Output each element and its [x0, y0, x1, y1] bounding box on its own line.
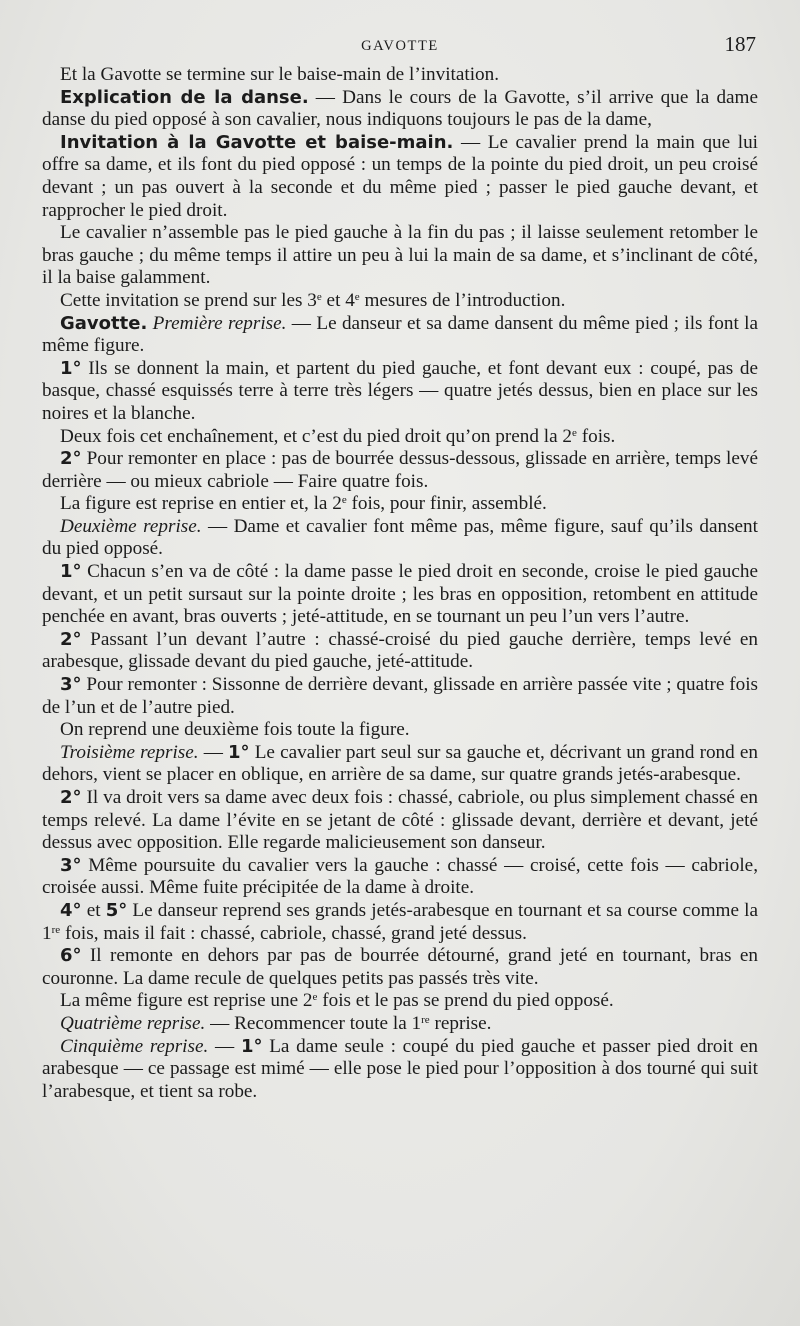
paragraph	[42, 855, 758, 900]
step-number: 6°	[60, 945, 82, 967]
paragraph-text: Cette invitation se prend sur les 3	[60, 289, 317, 311]
step-number: 2°	[60, 787, 82, 808]
paragraph-text: Le danseur reprend ses grands jetés-arabesque en tournant et sa course comme la 1	[42, 899, 758, 944]
paragraph-text: Pour remonter : Sissonne de derrière devant, glissade en arrière passée vite ; quatre fois de l’un et de l’autre pied.	[42, 674, 758, 718]
superscript: re	[51, 923, 61, 936]
paragraph-text: — Dame et cavalier font même pas, même figure, sauf qu’ils dansent du pied opposé.	[42, 515, 758, 560]
step-number: 1°	[60, 561, 82, 583]
paragraph	[42, 742, 758, 787]
paragraph	[42, 1013, 758, 1036]
paragraph-text: fois et le pas se prend du pied opposé.	[317, 990, 614, 1012]
paragraph-text: reprise.	[429, 1012, 492, 1034]
paragraph-text: — Dans le cours de la Gavotte, s’il arrive que la dame danse du pied opposé à son cavalier, nous indiquons toujours le pas de la dame,	[42, 86, 758, 131]
superscript: re	[421, 1013, 430, 1026]
paragraph-text: Même poursuite du cavalier vers la gauche : chassé — croisé, cette fois — cabriole, croisée aussi. Même fuite précipitée de la dame à droite.	[42, 854, 758, 899]
section-title: Gavotte.	[60, 312, 148, 334]
step-number: 2°	[60, 448, 82, 470]
paragraph	[42, 900, 758, 945]
dash: —	[208, 1035, 241, 1057]
paragraph-text: La figure est reprise en entier et, la 2	[60, 493, 342, 515]
paragraph	[42, 561, 758, 629]
paragraph	[42, 313, 758, 358]
step-number: 1°	[60, 357, 82, 379]
step-number: 2°	[60, 628, 82, 650]
reprise-title: Troisième reprise.	[60, 741, 199, 763]
paragraph-text: Pour remonter en place : pas de bourrée dessus-dessous, glissade en arrière, temps levé derrière — ou mieux cabriole — Faire quatre fois.	[42, 448, 758, 492]
paragraph	[42, 290, 758, 313]
paragraph-text: La dame seule : coupé du pied gauche et passer pied droit en arabesque — ce passage est mimé — elle pose le pied pour l’opposition à dos tourné qui suit l’arabesque, et tient sa robe.	[42, 1035, 759, 1102]
paragraph-text: Il va droit vers sa dame avec deux fois : chassé, cabriole, ou plus simplement chassé en temps relevé. La dame l’évite en se jetant de côté : glissade devant, derrière et devant, jeté dessus avec opposition. Elle regarde malicieusement son danseur.	[42, 787, 758, 854]
paragraph	[42, 222, 758, 290]
paragraph-text: On reprend une deuxième fois toute la figure.	[60, 719, 410, 741]
superscript: e	[316, 290, 322, 303]
paragraph-text: fois, pour finir, assemblé.	[346, 493, 547, 515]
paragraph-text: et	[81, 899, 106, 921]
paragraph	[42, 787, 758, 855]
paragraph-text: Il remonte en dehors par pas de bourrée détourné, grand jeté en tournant, bras en couronne. La dame recule de quelques petits pas passés très vite.	[42, 945, 758, 989]
paragraph	[42, 719, 758, 742]
step-number: 1°	[228, 741, 250, 763]
step-number: 1°	[240, 1035, 263, 1057]
running-head: GAVOTTE	[361, 38, 439, 54]
paragraph	[42, 1036, 758, 1104]
paragraph-text: fois.	[576, 425, 616, 447]
paragraph-text: La même figure est reprise une 2	[60, 990, 313, 1012]
page-header	[42, 30, 758, 64]
page-body	[42, 64, 758, 1103]
paragraph	[42, 87, 758, 132]
paragraph-text: — Recommencer toute la 1	[205, 1012, 422, 1034]
paragraph	[42, 945, 758, 990]
paragraph	[42, 64, 758, 87]
reprise-title: Cinquième reprise.	[60, 1035, 209, 1057]
step-number: 5°	[105, 899, 128, 921]
paragraph	[42, 493, 758, 516]
step-number: 3°	[60, 674, 82, 696]
superscript: e	[312, 991, 318, 1004]
paragraph	[42, 990, 758, 1013]
reprise-title: Première reprise.	[147, 312, 287, 334]
paragraph-text: et 4	[321, 289, 355, 311]
paragraph-text: mesures de l’introduction.	[359, 289, 566, 311]
paragraph-text: Le cavalier n’assemble pas le pied gauche à la fin du pas ; il laisse seulement retomber le bras gauche ; du même temps il attire un peu à lui la main de sa dame, et s’inclinant de côté, il la baise galamment.	[42, 222, 758, 289]
paragraph-text: fois, mais il fait : chassé, cabriole, chassé, grand jeté dessus.	[60, 922, 527, 944]
paragraph-text: Le cavalier part seul sur sa gauche et, décrivant un grand rond en dehors, vient se placer en oblique, en arrière de sa dame, sur quatre grands jetés-arabesque.	[42, 741, 758, 786]
paragraph-text: — Le cavalier prend la main que lui offre sa dame, et ils font du pied opposé : un temps de la pointe du pied droit, un peu croisé devant ; un pas ouvert à la seconde et du même pied ; passer le pied gauche devant, et rapprocher le pied droit.	[42, 131, 758, 221]
paragraph	[42, 358, 758, 426]
paragraph-text: Passant l’un devant l’autre : chassé-croisé du pied gauche derrière, temps levé en arabesque, glissade devant du pied gauche, jeté-attitude.	[42, 628, 758, 673]
reprise-title: Deuxième reprise.	[60, 515, 202, 537]
page-number: 187	[724, 32, 756, 56]
paragraph-text: Et la Gavotte se termine sur le baise-main de l’invitation.	[60, 64, 500, 85]
paragraph	[42, 426, 758, 449]
reprise-title: Quatrième reprise.	[60, 1012, 206, 1034]
paragraph	[42, 629, 758, 674]
paragraph-text: Deux fois cet enchaînement, et c’est du pied droit qu’on prend la 2	[60, 425, 573, 447]
step-number: 3°	[60, 854, 82, 876]
paragraph-text: Ils se donnent la main, et partent du pied gauche, et font devant eux : coupé, pas de basque, chassé esquissés terre à terre très légers — quatre jetés dessus, bien en place sur les noires et la blanche.	[42, 357, 758, 424]
superscript: e	[341, 494, 347, 507]
paragraph-text: — Le danseur et sa dame dansent du même pied ; ils font la même figure.	[42, 312, 758, 357]
superscript: e	[354, 290, 360, 303]
section-title: Invitation à la Gavotte et baise-main.	[60, 131, 454, 153]
section-title: Explication de la danse.	[60, 86, 309, 108]
step-number: 4°	[60, 899, 82, 921]
paragraph	[42, 448, 758, 493]
paragraph	[42, 516, 758, 561]
superscript: e	[572, 426, 577, 439]
paragraph	[42, 674, 758, 719]
paragraph-text: Chacun s’en va de côté : la dame passe le pied droit en seconde, croise le pied gauche devant, et un petit sursaut sur la pointe droite ; les bras en opposition, retombent en attitude penchée en avant, bras ouverts ; jeté-attitude, en se tournant un peu l’un vers l’autre.	[42, 561, 758, 628]
dash: —	[198, 741, 229, 763]
paragraph	[42, 132, 758, 222]
